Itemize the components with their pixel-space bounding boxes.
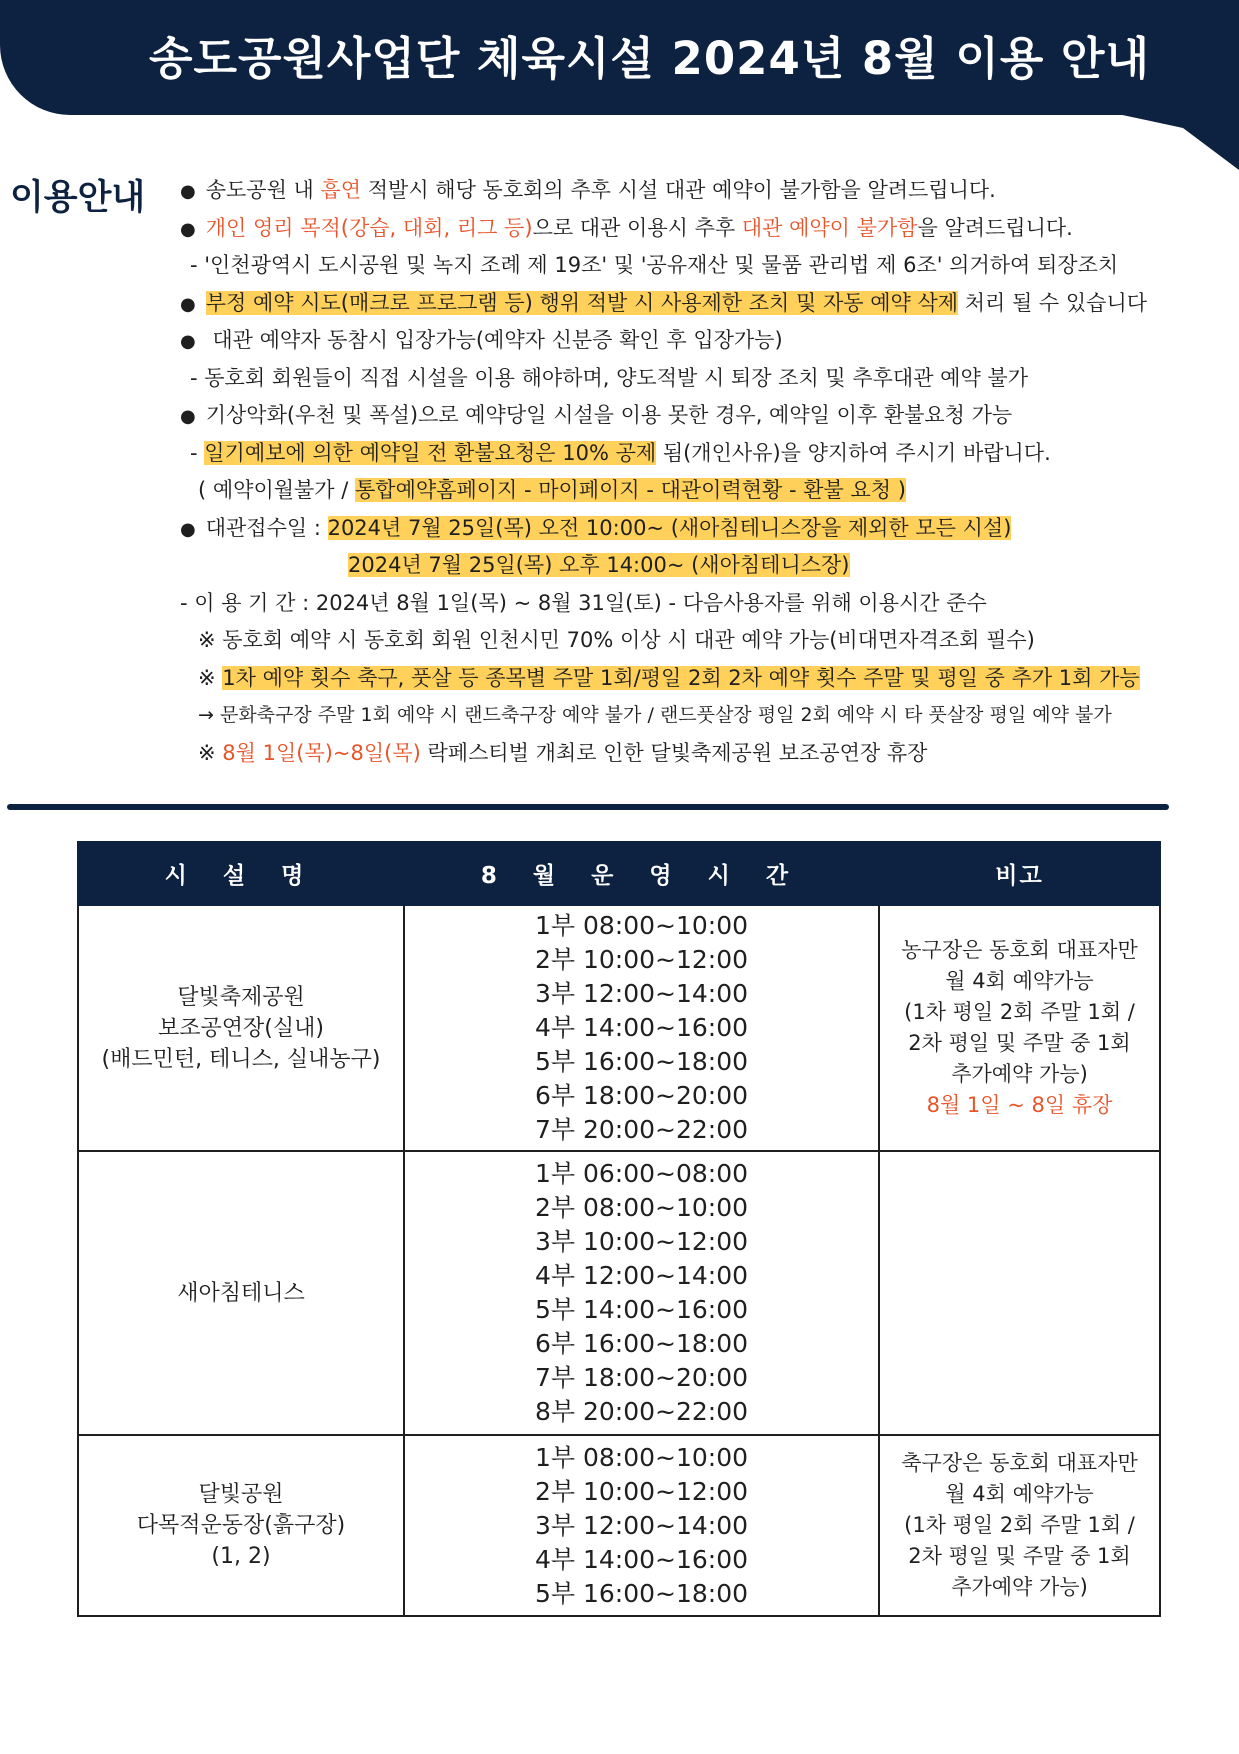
- bullet-icon: ●: [180, 518, 196, 540]
- column-header-facility: 시 설 명: [78, 842, 404, 905]
- operation-table: [77, 841, 1161, 1617]
- notice-closure: ※ 8월 1일(목)~8일(목) 락페스티벌 개최로 인한 달빛축제공원 보조공연장 휴장: [198, 740, 928, 765]
- notice-reception-date: ● 대관접수일 : 2024년 7월 25일(목) 오전 10:00~ (새아침테니스장을 제외한 모든 시설): [180, 515, 1012, 540]
- section-divider: [7, 804, 1169, 810]
- table-row: [78, 1151, 1160, 1435]
- notice-weather: ● 기상악화(우천 및 폭설)으로 예약당일 시설을 이용 못한 경우, 예약일 이후 환불요청 가능: [180, 403, 1013, 427]
- hours-cell: 1부 08:00~10:00 2부 10:00~12:00 3부 12:00~14:00 4부 14:00~16:00 5부 16:00~18:00: [404, 1435, 879, 1616]
- notice-ordinance: - '인천광역시 도시공원 및 녹지 조례 제 19조' 및 '공유재산 및 물품 관리법 제 6조' 의거하여 퇴장조치: [190, 253, 1119, 277]
- notice-refund: - 일기예보에 의한 예약일 전 환불요청은 10% 공제 됨(개인사유)을 양지하여 주시기 바랍니다.: [190, 440, 1051, 465]
- bullet-icon: ●: [180, 293, 196, 315]
- notice-members: - 동호회 회원들이 직접 시설을 이용 해야하며, 양도적발 시 퇴장 조치 및 추후대관 예약 불가: [190, 365, 1029, 390]
- bullet-icon: ●: [180, 331, 196, 352]
- bullet-icon: ●: [180, 218, 196, 240]
- remarks-cell: 농구장은 동호회 대표자만 월 4회 예약가능 (1차 평일 2회 주말 1회 / 2차 평일 및 주말 중 1회 추가예약 가능) 8월 1일 ~ 8일 휴장: [879, 905, 1160, 1151]
- remarks-cell: [879, 1151, 1160, 1435]
- notice-soccer: → 문화축구장 주말 1회 예약 시 랜드축구장 예약 불가 / 랜드풋살장 평일 2회 예약 시 타 풋살장 평일 예약 불가: [198, 704, 1112, 726]
- column-header-remarks: 비고: [879, 842, 1160, 905]
- remarks-cell: 축구장은 동호회 대표자만 월 4회 예약가능 (1차 평일 2회 주말 1회 / 2차 평일 및 주말 중 1회 추가예약 가능): [879, 1435, 1160, 1616]
- table-header-row: [78, 842, 1160, 905]
- facility-cell: 달빛공원 다목적운동장(흙구장) (1, 2): [78, 1435, 404, 1616]
- facility-cell: 달빛축제공원 보조공연장(실내) (배드민턴, 테니스, 실내농구): [78, 905, 404, 1151]
- notice-fraud: ● 부정 예약 시도(매크로 프로그램 등) 행위 적발 시 사용제한 조치 및 자동 예약 삭제 처리 될 수 있습니다: [180, 290, 1148, 315]
- notice-club: ※ 동호회 예약 시 동호회 회원 인천시민 70% 이상 시 대관 예약 가능(비대면자격조회 필수): [198, 628, 1035, 652]
- notice-period: - 이 용 기 간 : 2024년 8월 1일(목) ~ 8월 31일(토) - 다음사용자를 위해 이용시간 준수: [180, 590, 987, 615]
- hours-cell: 1부 06:00~08:00 2부 08:00~10:00 3부 10:00~12:00 4부 12:00~14:00 5부 14:00~16:00 6부 16:00~18:00 7부 18:00~20:00 8부 20:00~22:00: [404, 1151, 879, 1435]
- notice-count: ※ 1차 예약 횟수 축구, 풋살 등 종목별 주말 1회/평일 2회 2차 예약 횟수 주말 및 평일 중 추가 1회 가능: [198, 665, 1140, 690]
- notice-entry: ● 대관 예약자 동참시 입장가능(예약자 신분증 확인 후 입장가능): [180, 328, 783, 352]
- notice-refund-path: ( 예약이월불가 / 통합예약홈페이지 - 마이페이지 - 대관이력현황 - 환불 요청 ): [198, 478, 906, 502]
- hours-cell: 1부 08:00~10:00 2부 10:00~12:00 3부 12:00~14:00 4부 14:00~16:00 5부 16:00~18:00 6부 18:00~20:00 7부 20:00~22:00: [404, 905, 879, 1151]
- bullet-icon: ●: [180, 406, 196, 427]
- notice-list: [180, 172, 1235, 772]
- bullet-icon: ●: [180, 181, 196, 202]
- table-row: [78, 1435, 1160, 1616]
- header-banner-tail: [1099, 110, 1239, 170]
- facility-cell: 새아침테니스: [78, 1151, 404, 1435]
- section-label: 이용안내: [10, 178, 146, 218]
- notice-commercial: ● 개인 영리 목적(강습, 대회, 리그 등)으로 대관 이용시 추후 대관 예약이 불가함을 알려드립니다.: [180, 215, 1073, 240]
- notice-smoking: ● 송도공원 내 흡연 적발시 해당 동호회의 추후 시설 대관 예약이 불가함을 알려드립니다.: [180, 178, 996, 202]
- notice-reception-date-2: 2024년 7월 25일(목) 오후 14:00~ (새아침테니스장): [348, 553, 850, 577]
- table-row: [78, 905, 1160, 1151]
- page-title: 송도공원사업단 체육시설 2024년 8월 이용 안내: [149, 32, 1150, 85]
- column-header-hours: 8 월 운 영 시 간: [404, 842, 879, 905]
